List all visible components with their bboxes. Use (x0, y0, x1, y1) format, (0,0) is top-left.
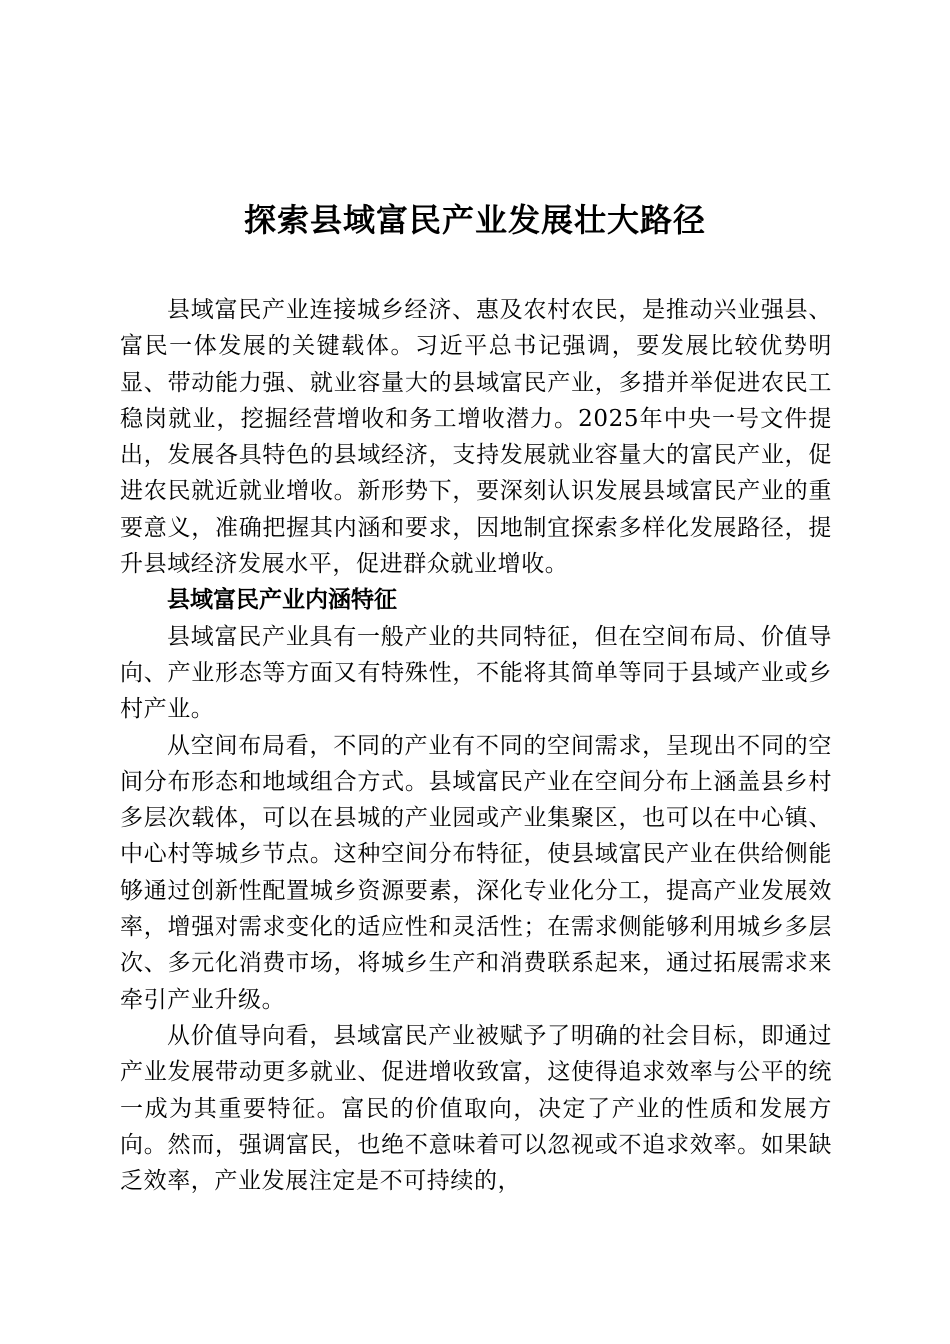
body-paragraph: 从空间布局看，不同的产业有不同的空间需求，呈现出不同的空间分布形态和地域组合方式。县域富民产业在空间分布上涵盖县乡村多层次载体，可以在县城的产业园或产业集聚区，也可以在中心镇、中心村等城乡节点。这种空间分布特征，使县域富民产业在供给侧能够通过创新性配置城乡资源要素，深化专业化分工，提高产业发展效率，增强对需求变化的适应性和灵活性；在需求侧能够利用城乡多层次、多元化消费市场，将城乡生产和消费联系起来，通过拓展需求来牵引产业升级。 (120, 732, 832, 1013)
body-paragraph: 从价值导向看，县域富民产业被赋予了明确的社会目标，即通过产业发展带动更多就业、促进增收致富，这使得追求效率与公平的统一成为其重要特征。富民的价值取向，决定了产业的性质和发展方向。然而，强调富民，也绝不意味着可以忽视或不追求效率。如果缺乏效率，产业发展注定是不可持续的， (120, 1022, 832, 1195)
intro-paragraph: 县域富民产业连接城乡经济、惠及农村农民，是推动兴业强县、富民一体发展的关键载体。习近平总书记强调，要发展比较优势明显、带动能力强、就业容量大的县域富民产业，多措并举促进农民工稳岗就业，挖掘经营增收和务工增收潜力。2025年中央一号文件提出，发展各具特色的县域经济，支持发展就业容量大的富民产业，促进农民就近就业增收。新形势下，要深刻认识发展县域富民产业的重要意义，准确把握其内涵和要求，因地制宜探索多样化发展路径，提升县域经济发展水平，促进群众就业增收。 (120, 297, 832, 578)
document-body (120, 292, 832, 1199)
document-title: 探索县域富民产业发展壮大路径 (243, 201, 706, 239)
body-paragraph: 县域富民产业具有一般产业的共同特征，但在空间布局、价值导向、产业形态等方面又有特殊性，不能将其简单等同于县域产业或乡村产业。 (120, 623, 832, 723)
section-heading: 县域富民产业内涵特征 (167, 587, 397, 614)
